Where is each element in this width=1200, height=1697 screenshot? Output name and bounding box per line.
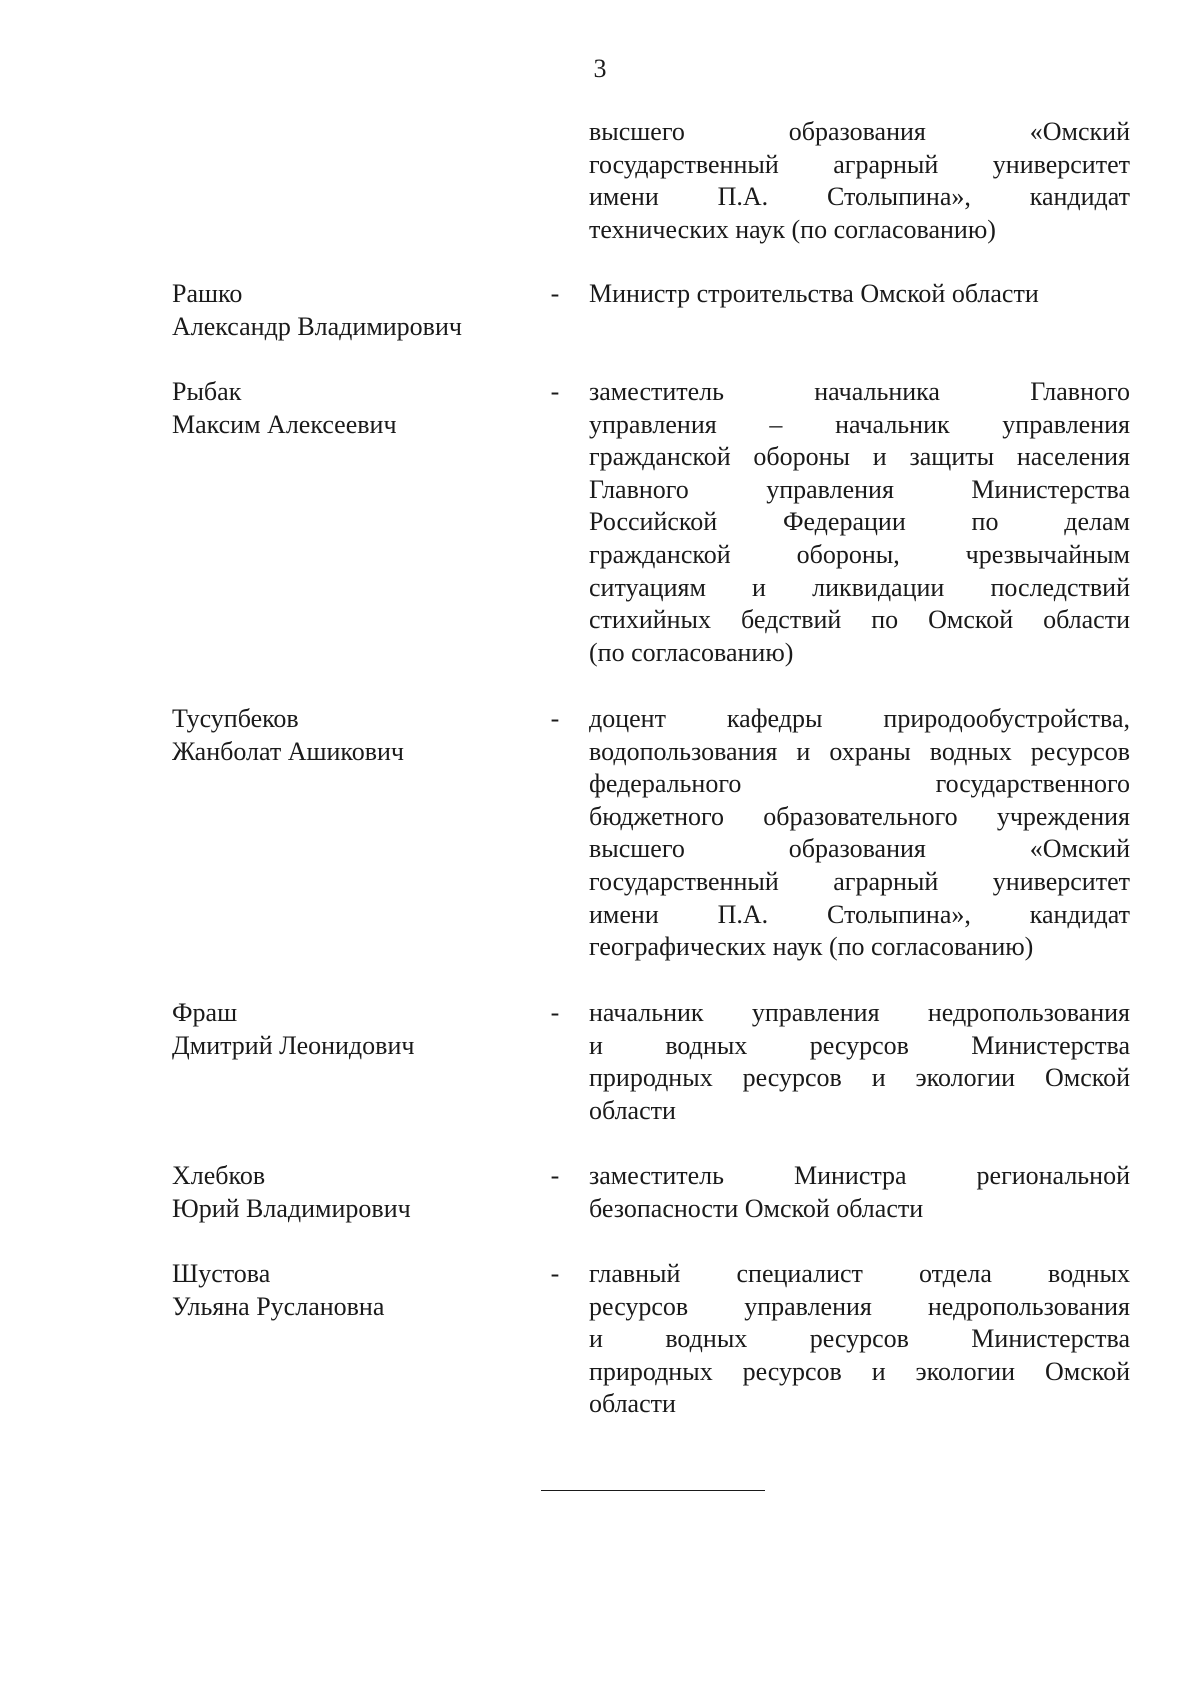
role-line: имени П.А. Столыпина», кандидат (589, 899, 1130, 929)
role-line: безопасности Омской области (589, 1193, 924, 1223)
role-line: географических наук (по согласованию) (589, 932, 1034, 962)
member-role (589, 997, 1130, 1127)
member-role (589, 1160, 1130, 1225)
role-line: имени П.А. Столыпина», кандидат (589, 182, 1130, 212)
member-surname: Шустова (172, 1259, 271, 1288)
role-line: доцент кафедры природообустройства, (589, 704, 1130, 733)
role-line: главный специалист отдела водных (589, 1259, 1130, 1288)
role-line: заместитель Министра региональной (589, 1161, 1130, 1190)
member-role (589, 1258, 1130, 1421)
role-line: федерального государственного (589, 769, 1130, 799)
role-line: государственный аграрный университет (589, 149, 1130, 179)
role-line: гражданской обороны, чрезвычайным (589, 539, 1130, 569)
role-line: ресурсов управления недропользования (589, 1291, 1130, 1321)
role-line: начальник управления недропользования (589, 998, 1130, 1027)
member-surname: Хлебков (172, 1161, 266, 1190)
member-given-names: Ульяна Руслановна (172, 1291, 385, 1321)
role-line: Главного управления Министерства (589, 474, 1130, 504)
separator-dash: - (550, 1259, 560, 1288)
role-line: Министр строительства Омской области (589, 279, 1039, 308)
separator-dash: - (550, 377, 560, 406)
role-line: области (589, 1389, 676, 1419)
member-given-names: Александр Владимирович (172, 311, 462, 341)
separator-dash: - (550, 704, 560, 733)
member-name (172, 376, 532, 441)
member-role (589, 278, 1130, 311)
member-surname: Рыбак (172, 377, 242, 406)
separator-dash: - (550, 998, 560, 1027)
member-given-names: Юрий Владимирович (172, 1193, 411, 1223)
role-line: ситуациям и ликвидации последствий (589, 572, 1130, 602)
member-given-names: Жанболат Ашикович (172, 736, 404, 766)
role-line: природных ресурсов и экологии Омской (589, 1356, 1130, 1386)
member-surname: Фраш (172, 998, 238, 1027)
role-line: высшего образования «Омский (589, 117, 1130, 146)
role-line: бюджетного образовательного учреждения (589, 801, 1130, 831)
role-line: стихийных бедствий по Омской области (589, 605, 1130, 635)
role-line: (по согласованию) (589, 637, 794, 667)
role-line: гражданской обороны и защиты населения (589, 442, 1130, 472)
role-line: технических наук (по согласованию) (589, 214, 996, 244)
member-name (172, 703, 532, 768)
role-line: и водных ресурсов Министерства (589, 1324, 1130, 1354)
role-line: области (589, 1095, 676, 1125)
separator-dash: - (550, 279, 560, 308)
role-line: природных ресурсов и экологии Омской (589, 1063, 1130, 1093)
member-given-names: Дмитрий Леонидович (172, 1030, 415, 1060)
separator-dash: - (550, 1161, 560, 1190)
member-name (172, 278, 532, 343)
member-surname: Рашко (172, 279, 243, 308)
member-name (172, 997, 532, 1062)
member-role (589, 703, 1130, 964)
role-line: водопользования и охраны водных ресурсов (589, 736, 1130, 766)
role-line: государственный аграрный университет (589, 866, 1130, 896)
member-given-names: Максим Алексеевич (172, 409, 397, 439)
role-line: высшего образования «Омский (589, 834, 1130, 864)
role-line: заместитель начальника Главного (589, 377, 1130, 406)
end-of-list-rule (541, 1490, 765, 1491)
continued-role-text (589, 116, 1130, 246)
member-name (172, 1160, 532, 1225)
role-line: управления – начальник управления (589, 409, 1130, 439)
page-number: 3 (593, 54, 607, 83)
member-role (589, 376, 1130, 669)
member-surname: Тусупбеков (172, 704, 299, 733)
role-line: Российской Федерации по делам (589, 507, 1130, 537)
member-name (172, 1258, 532, 1323)
role-line: и водных ресурсов Министерства (589, 1030, 1130, 1060)
